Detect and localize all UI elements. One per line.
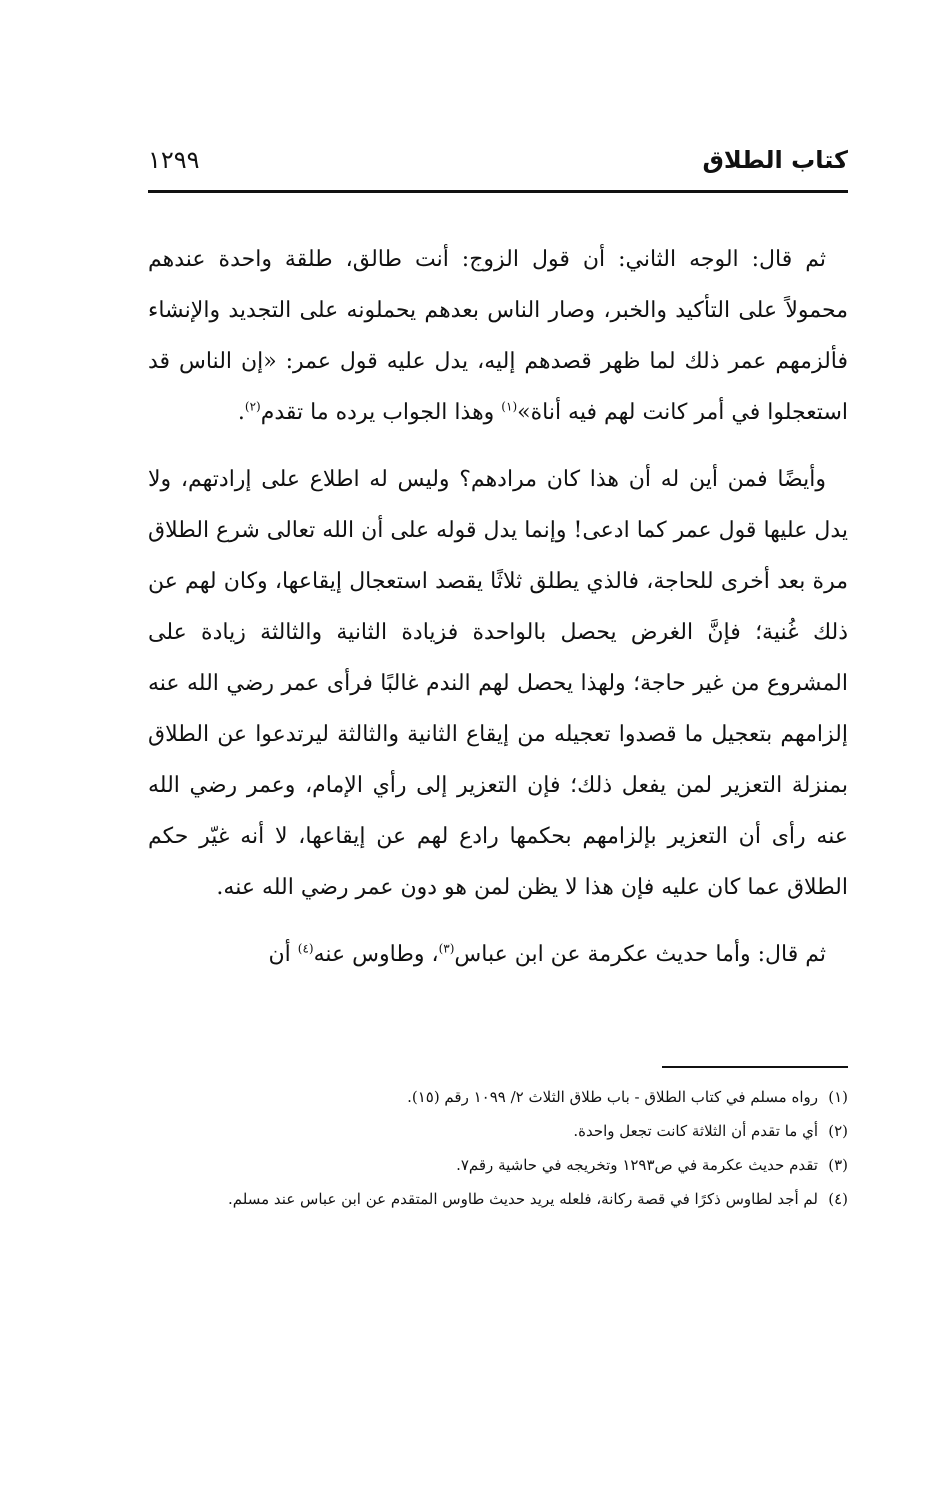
text-segment: وهذا الجواب يرده ما تقدم <box>260 400 502 425</box>
text-segment: ثم قال: الوجه الثاني: أن قول الزوج: أنت طالق، طلقة واحدة عندهم محمولاً على التأكيد والخبر، وصار الناس بعدهم يحملونه على التجديد والإنشاء فألزمهم عمر ذلك لما ظهر قصدهم إليه، يدل عليه قول عمر: «إن الناس قد استعجلوا في أمر كانت لهم فيه أناة» <box>148 247 848 425</box>
footnote-3 <box>148 1148 848 1182</box>
footnote-number: (٢) <box>828 1122 848 1140</box>
footnote-number: (٣) <box>828 1156 848 1174</box>
footnote-4 <box>148 1182 848 1216</box>
footnote-ref-4: (٤) <box>297 941 314 956</box>
footnote-text: تقدم حديث عكرمة في ص١٢٩٣ وتخريجه في حاشية رقم٧. <box>456 1156 818 1174</box>
footnote-ref-2: (٢) <box>244 399 261 414</box>
footnote-divider <box>662 1066 848 1068</box>
running-header <box>148 140 848 190</box>
footnote-1 <box>148 1080 848 1114</box>
footnote-number: (١) <box>828 1088 848 1106</box>
footnote-ref-3: (٣) <box>438 941 455 956</box>
text-segment: وأيضًا فمن أين له أن هذا كان مرادهم؟ وليس له اطلاع على إرادتهم، ولا يدل عليها قول عمر كما ادعى! وإنما يدل قوله على أن الله تعالى شرع الطلاق مرة بعد أخرى للحاجة، فالذي يطلق ثلاثًا يقصد استعجال إيقاعها، وكان لهم عن ذلك غُنية؛ فإنَّ الغرض يحصل بالواحدة فزيادة الثانية والثالثة زيادة على المشروع من غير حاجة؛ ولهذا يحصل لهم الندم غالبًا فرأى عمر رضي الله عنه إلزامهم بتعجيل ما قصدوا تعجيله من إيقاع الثانية والثالثة ليرتدعوا عن الطلاق بمنزلة التعزير لمن يفعل ذلك؛ فإن التعزير إلى رأي الإمام، وعمر رضي الله عنه رأى أن التعزير بإلزامهم بحكمها رادع لهم عن إيقاعها، لا أنه غيّر حكم الطلاق عما كان عليه فإن هذا لا يظن لمن هو دون عمر رضي الله عنه. <box>148 467 848 900</box>
footnotes <box>148 1080 848 1216</box>
chapter-title: كتاب الطلاق <box>702 146 848 174</box>
header-divider <box>148 190 848 193</box>
page-number: ١٢٩٩ <box>148 146 200 174</box>
text-segment: أن <box>268 942 298 967</box>
footnote-text: أي ما تقدم أن الثلاثة كانت تجعل واحدة. <box>573 1122 818 1140</box>
text-segment: ، وطاوس عنه <box>313 942 439 967</box>
main-text <box>148 234 848 996</box>
footnote-2 <box>148 1114 848 1148</box>
text-segment: ثم قال: وأما حديث عكرمة عن ابن عباس <box>454 942 826 967</box>
footnote-ref-1: (١) <box>501 399 518 414</box>
paragraph-3 <box>148 929 848 980</box>
footnote-text: رواه مسلم في كتاب الطلاق - باب طلاق الثلاث ٢/ ١٠٩٩ رقم (١٥). <box>407 1088 818 1106</box>
footnote-number: (٤) <box>828 1190 848 1208</box>
footnote-text: لم أجد لطاوس ذكرًا في قصة ركانة، فلعله يريد حديث طاوس المتقدم عن ابن عباس عند مسلم. <box>228 1190 818 1208</box>
paragraph-1 <box>148 234 848 438</box>
text-segment: . <box>237 400 245 425</box>
paragraph-2 <box>148 454 848 913</box>
